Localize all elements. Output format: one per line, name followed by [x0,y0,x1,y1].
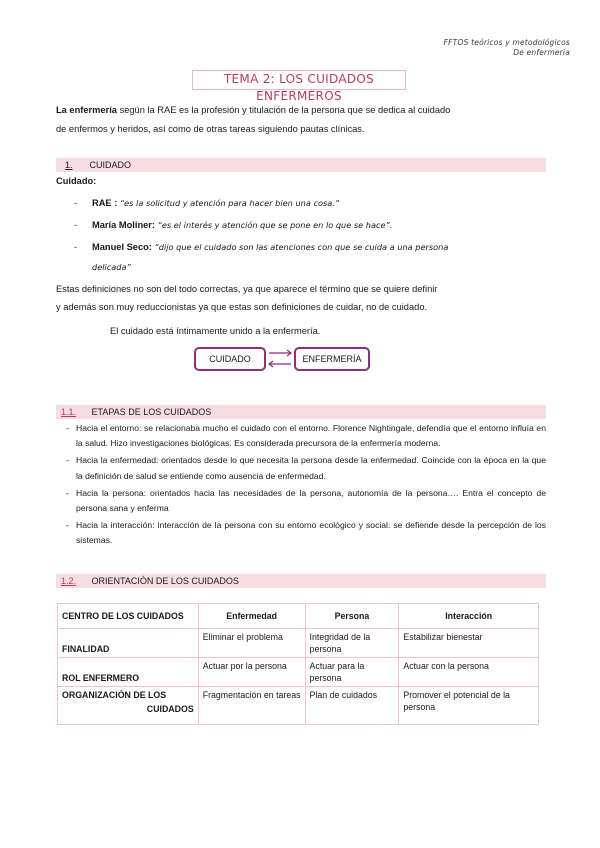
section-1-1-header [56,405,546,419]
row-label: ROL ENFERMERO [58,658,199,687]
definition-source: Manuel Seco: [92,242,152,252]
list-item: - Hacia la interacción: interacción de la persona con su entorno ecológico y social: se defiende desde la percepción de los sistemas. [64,518,546,548]
row-label-line-1: ORGANIZACIÓN DE LOS [62,690,167,700]
diagram-box-cuidado: CUIDADO [194,347,266,371]
list-item: - Hacia la enfermedad: orientados desde lo que necesita la persona desde la enfermedad. Coincide con la época en la que la definición de salud se entiende como ausencia de enfermedad. [64,453,546,483]
definition-text: “es la solicitud y atención para hacer bien una cosa.” [119,198,340,208]
definition-seco: - Manuel Seco: “dijo que el cuidado son las atenciones con que se cuida a una persona [74,242,449,252]
table-header-row [58,604,539,629]
definition-text: “dijo que el cuidado son las atenciones con que se cuida a una persona [154,242,449,252]
table-cell: Fragmentación en tareas [198,687,305,725]
definition-text-continued: delicada” [92,262,131,272]
cuidado-label: Cuidado: [56,176,97,186]
page-title: TEMA 2: LOS CUIDADOS ENFERMEROS [192,70,406,90]
definition-source: María Moliner: [92,220,156,230]
header-line-1: FFTOS teóricos y metodológicos [443,38,570,47]
section-1-2-label: ORIENTACIÓN DE LOS CUIDADOS [91,576,239,586]
section-1-header [56,158,546,172]
table-header-cell: Persona [305,604,399,629]
table-header-cell: CENTRO DE LOS CUIDADOS [58,604,199,629]
intro-line-1 [56,101,551,120]
definition-rae: - RAE : “es la solicitud y atención para hacer bien una cosa.” [74,198,340,208]
table-cell: Eliminar el problema [198,629,305,658]
header-line-2: De enfermería [513,48,570,57]
table-row [58,629,539,658]
table-cell: Actuar con la persona [399,658,539,687]
intro-term: La enfermería [56,105,117,115]
intro-line-2: de enfermos y heridos, así como de otras tareas siguiendo pautas clínicas. [56,124,365,134]
double-arrow-icon [264,347,296,371]
definition-source: RAE : [92,198,118,208]
section-1-1-number: 1.1. [61,407,77,417]
para2-line-2: y además son muy reduccionistas ya que estas son definiciones de cuidar, no de cuidado. [56,302,428,312]
page-header [444,38,570,58]
section-1-2-header [56,574,546,588]
table-cell: Actuar por la persona [198,658,305,687]
definition-text: “es el interés y atención que se pone en lo que se hace”. [157,220,393,230]
row-label [58,687,199,725]
section-1-2-number: 1.2. [61,576,77,586]
table-header-cell: Interacción [399,604,539,629]
definition-seco-continued [74,258,534,277]
section-1-number: 1. [65,160,73,170]
etapas-list [64,421,546,551]
para2-line-1: Estas definiciones no son del todo correctas, ya que aparece el término que se quiere definir [56,284,438,294]
diagram-box-enfermeria: ENFERMERÍA [294,347,370,371]
list-item: - Hacia la persona: orientados hacia las necesidades de la persona, autonomía de la persona…. Entra el concepto de persona sana y enferma [64,486,546,516]
intro-line-1-text: según la RAE es la profesión y titulación de la persona que se dedica al cuidado [116,105,451,115]
table-cell: Estabilizar bienestar [399,629,539,658]
table-header-cell: Enfermedad [198,604,305,629]
table-row [58,658,539,687]
row-label: FINALIDAD [58,629,199,658]
table-cell: Actuar para la persona [305,658,399,687]
definition-moliner: - María Moliner: “es el interés y atención que se pone en lo que se hace”. [74,220,393,230]
row-label-line-2: CUIDADOS [146,704,194,714]
list-item: - Hacia el entorno: se relacionaba mucho el cuidado con el entorno. Florence Nightingale, defendía que el entorno influía en la salud. Hizo investigaciones biológicas. Es considerada precursora de la enfermería moderna. [64,421,546,451]
union-text: El cuidado está íntimamente unido a la enfermería. [110,326,321,336]
section-1-1-label: ETAPAS DE LOS CUIDADOS [91,407,212,417]
table-cell: Plan de cuidados [305,687,399,725]
table-row [58,687,539,725]
orientacion-table [57,603,539,725]
table-cell: Integridad de la persona [305,629,399,658]
table-cell: Promover el potencial de la persona [399,687,539,725]
section-1-label: CUIDADO [89,160,132,170]
